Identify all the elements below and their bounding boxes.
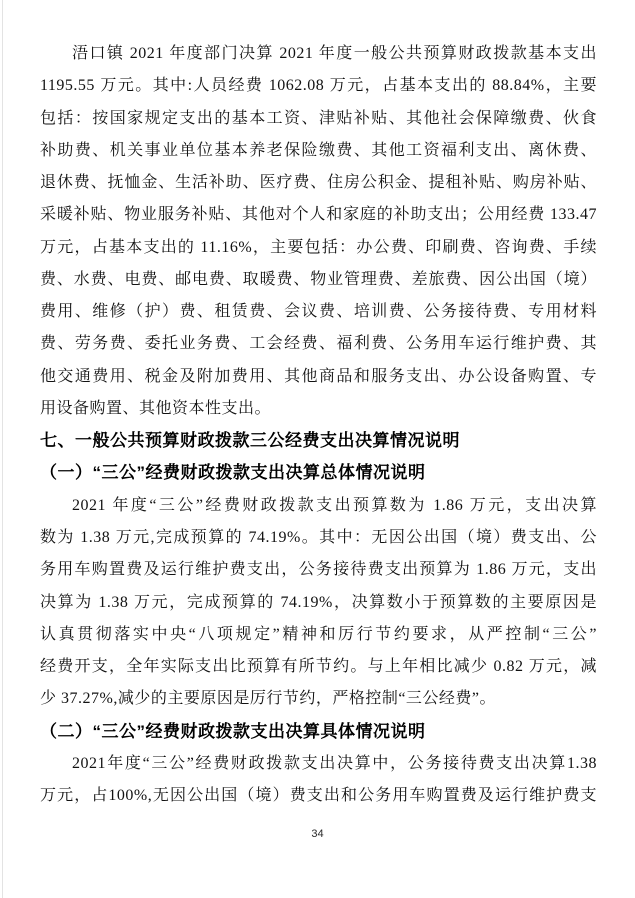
page-scan-edge (2, 0, 3, 898)
text-line: 采暖补贴、物业服务补贴、其他对个人和家庭的补助支出；公用经费 133.47 (40, 206, 597, 224)
text-line: 2021 年度“三公”经费财政拨款支出预算数为 1.86 万元，支出决算 (72, 496, 597, 514)
text-line: 经费开支，全年实际支出比预算有所节约。与上年相比减少 0.82 万元，减 (40, 658, 597, 676)
heading-detail-situation: （二）“三公”经费财政拨款支出决算具体情况说明 (40, 721, 426, 741)
text-line: 他交通费用、税金及附加费用、其他商品和服务支出、办公设备购置、专 (40, 367, 597, 385)
text-line: 浯口镇 2021 年度部门决算 2021 年度一般公共预算财政拨款基本支出 (72, 45, 597, 62)
paragraph-basic-expenditure (40, 38, 597, 425)
paragraph-detail-situation (40, 748, 597, 813)
text-line: 1195.55 万元。其中:人员经费 1062.08 万元，占基本支出的 88.84%，主要 (40, 77, 597, 95)
text-line: 包括：按国家规定支出的基本工资、津贴补贴、其他社会保障缴费、伙食 (40, 109, 597, 127)
text-line: 认真贯彻落实中央“八项规定”精神和厉行节约要求，从严控制“三公” (40, 625, 597, 643)
text-line: 万元，占基本支出的 11.16%，主要包括：办公费、印刷费、咨询费、手续 (40, 238, 597, 256)
text-line: 费、水费、电费、邮电费、取暖费、物业管理费、差旅费、因公出国（境） (40, 270, 597, 288)
text-line: 用设备购置、其他资本性支出。 (40, 399, 272, 417)
text-line: 退休费、抚恤金、生活补助、医疗费、住房公积金、提租补贴、购房补贴、 (40, 174, 597, 192)
text-line: 数为 1.38 万元,完成预算的 74.19%。其中：无因公出国（境）费支出、公 (40, 528, 597, 546)
text-line: 2021年度“三公”经费财政拨款支出决算中，公务接待费支出决算1.38 (72, 754, 597, 772)
text-line: 务用车购置费及运行维护费支出，公务接待费支出预算为 1.86 万元，支出 (40, 561, 597, 579)
page-number: 34 (311, 828, 324, 840)
heading-overall-situation: （一）“三公”经费财政拨款支出决算总体情况说明 (40, 463, 426, 483)
paragraph-overall-situation (40, 490, 597, 716)
text-line: 万元，占100%,无因公出国（境）费支出和公务用车购置费及运行维护费支 (40, 787, 597, 805)
text-line: 少 37.27%,减少的主要原因是厉行节约，严格控制“三公经费”。 (40, 690, 497, 708)
text-line: 补助费、机关事业单位基本养老保险缴费、其他工资福利支出、离休费、 (40, 141, 597, 159)
text-line: 费、劳务费、委托业务费、工会经费、福利费、公务用车运行维护费、其 (40, 335, 597, 353)
text-line: 费用、维修（护）费、租赁费、会议费、培训费、公务接待费、专用材料 (40, 303, 597, 321)
heading-section-7: 七、一般公共预算财政拨款三公经费支出决算情况说明 (40, 431, 460, 451)
document-body (40, 38, 597, 812)
text-line: 决算为 1.38 万元，完成预算的 74.19%，决算数小于预算数的主要原因是 (40, 593, 597, 611)
